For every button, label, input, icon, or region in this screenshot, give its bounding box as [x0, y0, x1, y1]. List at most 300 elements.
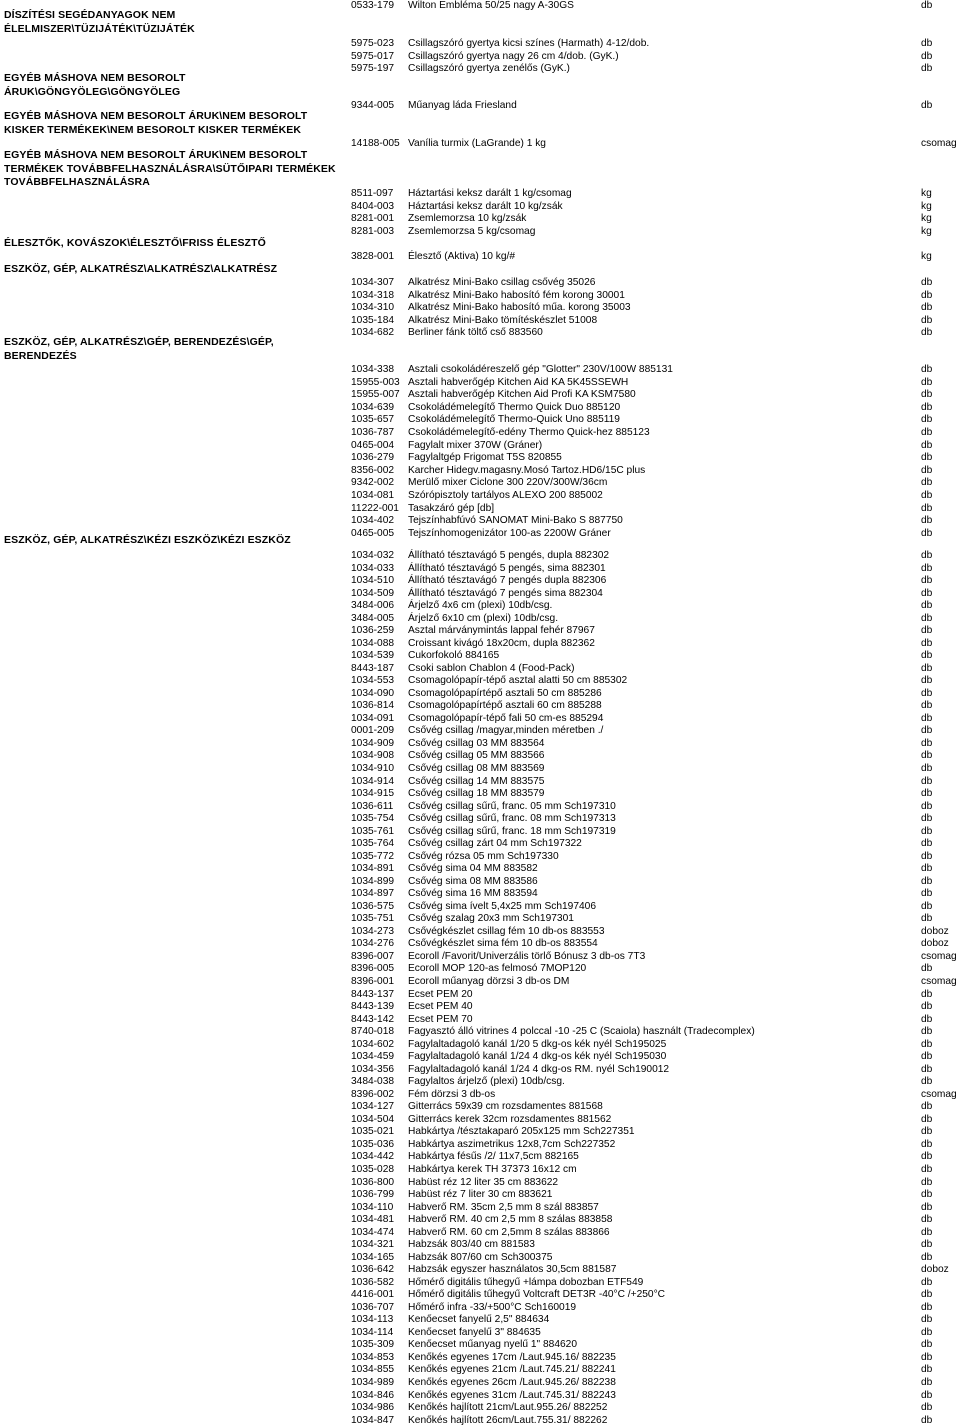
- list-item: [351, 650, 960, 663]
- item-unit: db: [921, 1289, 933, 1301]
- item-name: Árjelző 6x10 cm (plexi) 10db/csg.: [408, 612, 559, 624]
- category-heading: [4, 9, 344, 36]
- item-name: Csoki sablon Chablon 4 (Food-Pack): [408, 662, 575, 674]
- item-name: Csillagszóró gyertya zenélős (GyK.): [408, 63, 570, 75]
- item-unit: db: [921, 900, 933, 912]
- list-item: [351, 738, 960, 751]
- item-name: Kenőkés egyenes 31cm /Laut.745.31/ 882243: [408, 1389, 616, 1401]
- list-item: [351, 625, 960, 638]
- item-code: 8443-142: [351, 1013, 395, 1025]
- item-unit: db: [921, 625, 933, 637]
- list-item: [351, 1377, 960, 1390]
- item-unit: db: [921, 725, 933, 737]
- list-item: [351, 963, 960, 976]
- item-code: 3484-006: [351, 600, 395, 612]
- item-unit: csomag: [921, 976, 957, 988]
- item-name: Csővég sima ívelt 5,4x25 mm Sch197406: [408, 900, 596, 912]
- category-heading-line: TERMÉKEK TOVÁBBFELHASZNÁLÁSRA\SÜTŐIPARI TERMÉKEK: [4, 162, 336, 175]
- item-code: 1035-657: [351, 414, 395, 426]
- list-item: [351, 1214, 960, 1227]
- item-name: Zsemlemorzsa 10 kg/zsák: [408, 213, 527, 225]
- list-item: [351, 763, 960, 776]
- item-name: Vanília turmix (LaGrande) 1 kg: [408, 138, 546, 149]
- item-code: 1035-761: [351, 825, 395, 837]
- category-heading-line: TOVÁBBFELHASZNÁLÁSRA: [4, 176, 150, 188]
- list-item: [351, 251, 960, 264]
- item-name: Csővég csillag 05 MM 883566: [408, 750, 545, 762]
- item-unit: db: [921, 750, 933, 762]
- list-item: [351, 327, 960, 340]
- item-code: 14188-005: [351, 138, 400, 149]
- item-name: Csővég sima 16 MM 883594: [408, 888, 538, 900]
- item-code: 8443-137: [351, 988, 395, 1000]
- item-code: 1035-764: [351, 838, 395, 850]
- item-code: 1035-309: [351, 1339, 395, 1351]
- item-code: 1034-032: [351, 550, 395, 561]
- item-name: Csokoládémelegítő-edény Thermo Quick-hez 885123: [408, 427, 650, 438]
- item-unit: db: [921, 1301, 933, 1313]
- item-unit: db: [921, 1176, 933, 1188]
- item-unit: kg: [921, 251, 932, 262]
- item-unit: db: [921, 1389, 933, 1401]
- list-item: [351, 663, 960, 676]
- list-item: [351, 1202, 960, 1215]
- item-code: 1034-899: [351, 875, 395, 887]
- item-unit: db: [921, 825, 933, 837]
- list-item: [351, 452, 960, 465]
- item-unit: db: [921, 662, 933, 674]
- item-code: 0465-004: [351, 439, 395, 451]
- list-item: [351, 1039, 960, 1052]
- item-unit: db: [921, 50, 933, 62]
- item-name: Csővégkészlet sima fém 10 db-os 883554: [408, 938, 598, 950]
- item-unit: db: [921, 302, 933, 314]
- item-unit: db: [921, 490, 933, 501]
- item-code: 1034-307: [351, 277, 395, 288]
- item-unit: db: [921, 612, 933, 624]
- list-item: [351, 1051, 960, 1064]
- item-unit: db: [921, 913, 933, 925]
- item-name: Csővég csillag sűrű, franc. 05 mm Sch197310: [408, 800, 616, 812]
- item-name: Berliner fánk töltő cső 883560: [408, 327, 543, 339]
- item-unit: db: [921, 600, 933, 612]
- item-unit: db: [921, 100, 933, 111]
- item-name: Kenőkés egyenes 17cm /Laut.945.16/ 882235: [408, 1351, 616, 1363]
- item-unit: db: [921, 838, 933, 850]
- category-heading-line: BERENDEZÉS: [4, 349, 77, 362]
- item-unit: db: [921, 700, 933, 712]
- list-item: [351, 1264, 960, 1277]
- item-unit: db: [921, 1339, 933, 1351]
- item-code: 5975-197: [351, 63, 395, 75]
- list-item: [351, 528, 960, 541]
- list-item: [351, 515, 960, 528]
- item-code: 15955-003: [351, 376, 400, 388]
- list-item: [351, 613, 960, 626]
- item-name: Kenőecset műanyag nyelű 1" 884620: [408, 1339, 578, 1351]
- category-heading: [4, 110, 344, 137]
- item-code: 1036-575: [351, 900, 395, 912]
- list-item: [351, 213, 960, 226]
- item-unit: doboz: [921, 925, 949, 937]
- item-unit: db: [921, 1026, 933, 1038]
- category-heading: [4, 336, 344, 363]
- item-name: Habverő RM. 60 cm 2,5mm 8 szálas 883866: [408, 1226, 610, 1238]
- item-name: Habüst réz 12 liter 35 cm 883622: [408, 1176, 559, 1188]
- item-name: Csomagolópapírtépő asztali 60 cm 885288: [408, 700, 602, 712]
- list-item: [351, 951, 960, 964]
- item-unit: kg: [921, 200, 932, 212]
- list-item: [351, 888, 960, 901]
- item-code: 1034-273: [351, 925, 395, 937]
- item-name: Alkatrész Mini-Bako csillag csővég 35026: [408, 277, 596, 288]
- item-unit: db: [921, 1326, 933, 1338]
- item-code: 1036-582: [351, 1276, 395, 1288]
- item-unit: db: [921, 737, 933, 749]
- list-item: [351, 1076, 960, 1089]
- item-name: Asztali habverőgép Kitchen Aid Profi KA KSM7580: [408, 389, 636, 401]
- list-item: [351, 788, 960, 801]
- list-item: [351, 63, 960, 76]
- item-code: 1034-908: [351, 750, 395, 762]
- item-code: 1036-611: [351, 800, 394, 812]
- item-code: 8396-005: [351, 963, 395, 975]
- item-code: 1034-897: [351, 888, 395, 900]
- item-name: Csővég csillag sűrű, franc. 18 mm Sch197319: [408, 825, 616, 837]
- item-code: 1034-846: [351, 1389, 395, 1401]
- item-code: 1034-602: [351, 1038, 395, 1050]
- item-name: Tejszínhomogenizátor 100-as 2200W Gráner: [408, 527, 611, 539]
- list-item: [351, 1352, 960, 1365]
- item-unit: db: [921, 1126, 933, 1138]
- item-unit: db: [921, 376, 933, 388]
- item-code: 1034-847: [351, 1414, 395, 1426]
- item-name: Karcher Hidegv.magasny.Mosó Tartoz.HD6/15C plus: [408, 464, 646, 476]
- item-unit: kg: [921, 213, 932, 225]
- category-heading-line: EGYÉB MÁSHOVA NEM BESOROLT ÁRUK\NEM BESOROLT: [4, 110, 308, 122]
- category-heading-line: ESZKÖZ, GÉP, ALKATRÉSZ\ALKATRÉSZ\ALKATRÉSZ: [4, 263, 278, 275]
- item-unit: db: [921, 888, 933, 900]
- list-item: [351, 1026, 960, 1039]
- list-item: [351, 1327, 960, 1340]
- list-item: [351, 389, 960, 402]
- item-name: Állítható tésztavágó 7 pengés sima 882304: [408, 587, 603, 599]
- list-item: [351, 226, 960, 239]
- item-name: Asztal márványmintás lappal fehér 87967: [408, 625, 595, 637]
- item-unit: db: [921, 562, 933, 574]
- list-item: [351, 989, 960, 1002]
- category-heading-line: ESZKÖZ, GÉP, ALKATRÉSZ\GÉP, BERENDEZÉS\GÉP,: [4, 336, 274, 348]
- item-unit: db: [921, 1151, 933, 1163]
- item-name: Kenőecset fanyelű 2,5" 884634: [408, 1314, 550, 1326]
- item-name: Wilton Embléma 50/25 nagy A-30GS: [408, 0, 574, 11]
- item-name: Fagylaltadagoló kanál 1/24 4 dkg-os kék nyél Sch195030: [408, 1051, 667, 1063]
- item-name: Croissant kivágó 18x20cm, dupla 882362: [408, 637, 595, 649]
- item-unit: db: [921, 775, 933, 787]
- item-unit: db: [921, 1376, 933, 1388]
- list-item: [351, 725, 960, 738]
- item-unit: db: [921, 1414, 933, 1426]
- category-heading-line: DÍSZÍTÉSI SEGÉDANYAGOK NEM: [4, 9, 176, 21]
- item-code: 5975-023: [351, 38, 395, 49]
- item-unit: db: [921, 963, 933, 975]
- category-heading: [4, 263, 344, 277]
- item-name: Ecoroll MOP 120-as felmosó 7MOP120: [408, 963, 587, 975]
- item-code: 1034-682: [351, 327, 395, 339]
- list-item: [351, 1064, 960, 1077]
- item-name: Csővég csillag 08 MM 883569: [408, 763, 545, 774]
- item-unit: db: [921, 1113, 933, 1125]
- list-item: [351, 575, 960, 588]
- category-heading: [4, 534, 344, 548]
- item-name: Csővég sima 08 MM 883586: [408, 875, 538, 887]
- item-code: 8443-139: [351, 1001, 395, 1013]
- item-code: 1034-510: [351, 575, 395, 587]
- item-code: 1035-184: [351, 314, 395, 326]
- item-name: Kenőkés egyenes 26cm /Laut.945.26/ 882238: [408, 1376, 616, 1388]
- item-unit: db: [921, 1364, 933, 1376]
- item-name: Csomagolópapírtépő asztali 50 cm 885286: [408, 687, 602, 699]
- list-item: [351, 1151, 960, 1164]
- category-heading: [4, 149, 344, 190]
- item-code: 1034-509: [351, 587, 395, 599]
- list-item: [351, 1289, 960, 1302]
- item-code: 1034-909: [351, 737, 395, 749]
- item-code: 1034-110: [351, 1201, 394, 1213]
- item-code: 8356-002: [351, 464, 395, 476]
- item-name: Háztartási keksz darált 1 kg/csomag: [408, 188, 572, 199]
- item-code: 1035-036: [351, 1138, 395, 1150]
- list-item: [351, 38, 960, 51]
- item-unit: db: [921, 1402, 933, 1414]
- item-name: Alkatrész Mini-Bako habosító műa. korong 35003: [408, 302, 631, 314]
- list-item: [351, 0, 960, 13]
- item-code: 1036-787: [351, 427, 395, 438]
- item-code: 1034-914: [351, 775, 395, 787]
- item-name: Habzsák 807/60 cm Sch300375: [408, 1251, 553, 1263]
- item-name: Ecset PEM 20: [408, 988, 473, 1000]
- item-code: 1036-800: [351, 1176, 395, 1188]
- item-code: 1034-165: [351, 1251, 395, 1263]
- item-code: 1034-356: [351, 1063, 395, 1075]
- item-name: Kenőkés hajlított 21cm/Laut.955.26/ 882252: [408, 1402, 608, 1414]
- item-code: 9344-005: [351, 100, 395, 111]
- item-name: Állítható tésztavágó 5 pengés, dupla 882302: [408, 550, 610, 561]
- item-code: 1034-853: [351, 1351, 395, 1363]
- item-code: 1034-113: [351, 1314, 394, 1326]
- item-unit: db: [921, 401, 933, 413]
- item-unit: db: [921, 38, 933, 49]
- list-item: [351, 826, 960, 839]
- item-name: Habkártya kerek TH 37373 16x12 cm: [408, 1163, 577, 1175]
- item-unit: db: [921, 1163, 933, 1175]
- list-item: [351, 776, 960, 789]
- item-unit: db: [921, 550, 933, 561]
- item-code: 1034-318: [351, 289, 395, 301]
- item-code: 11222-001: [351, 502, 399, 514]
- item-code: 0001-209: [351, 725, 395, 737]
- item-unit: db: [921, 1038, 933, 1050]
- item-name: Hőmérő infra -33/+500°C Sch160019: [408, 1301, 577, 1313]
- item-code: 8443-187: [351, 662, 395, 674]
- item-name: Csővég csillag 14 MM 883575: [408, 775, 545, 787]
- category-heading-line: EGYÉB MÁSHOVA NEM BESOROLT ÁRUK\NEM BESOROLT: [4, 149, 308, 161]
- list-item: [351, 440, 960, 453]
- item-unit: csomag: [921, 138, 957, 149]
- item-name: Merülő mixer Ciclone 300 220V/300W/36cm: [408, 477, 608, 489]
- item-name: Cukorfokoló 884165: [408, 650, 500, 662]
- item-code: 4416-001: [351, 1289, 395, 1301]
- item-code: 1036-799: [351, 1189, 395, 1201]
- item-name: Gitterrács 59x39 cm rozsdamentes 881568: [408, 1101, 603, 1113]
- item-code: 1036-814: [351, 700, 395, 712]
- item-code: 9342-002: [351, 477, 395, 489]
- item-code: 8740-018: [351, 1026, 395, 1038]
- item-unit: doboz: [921, 938, 949, 950]
- list-item: [351, 1314, 960, 1327]
- item-name: Kenőkés egyenes 21cm /Laut.745.21/ 882241: [408, 1364, 616, 1376]
- item-unit: db: [921, 414, 933, 426]
- list-item: [351, 1089, 960, 1102]
- list-item: [351, 638, 960, 651]
- list-item: [351, 1139, 960, 1152]
- list-item: [351, 51, 960, 64]
- item-name: Műanyag láda Friesland: [408, 100, 517, 111]
- item-code: 8396-001: [351, 976, 395, 988]
- list-item: [351, 1364, 960, 1377]
- item-code: 1034-553: [351, 675, 395, 687]
- list-item: [351, 1239, 960, 1252]
- list-item: [351, 377, 960, 390]
- list-item: [351, 1415, 960, 1427]
- item-unit: db: [921, 1063, 933, 1075]
- item-unit: db: [921, 464, 933, 476]
- item-unit: db: [921, 515, 933, 527]
- item-name: Csővég csillag 18 MM 883579: [408, 788, 545, 800]
- list-item: [351, 938, 960, 951]
- item-code: 5975-017: [351, 50, 395, 62]
- item-name: Csővég csillag sűrű, franc. 08 mm Sch197313: [408, 813, 616, 825]
- item-code: 3484-038: [351, 1076, 395, 1088]
- item-unit: db: [921, 1013, 933, 1025]
- item-name: Állítható tésztavágó 5 pengés, sima 882301: [408, 562, 606, 574]
- item-code: 1034-539: [351, 650, 395, 662]
- list-item: [351, 675, 960, 688]
- item-code: 1034-442: [351, 1151, 395, 1163]
- list-item: [351, 100, 960, 113]
- item-name: Fém dörzsi 3 db-os: [408, 1088, 496, 1100]
- item-code: 1034-081: [351, 490, 395, 501]
- item-unit: db: [921, 364, 933, 375]
- item-name: Állítható tésztavágó 7 pengés dupla 882306: [408, 575, 607, 587]
- list-item: [351, 1227, 960, 1240]
- item-code: 1034-891: [351, 863, 395, 875]
- item-code: 1034-090: [351, 687, 395, 699]
- list-item: [351, 490, 960, 503]
- item-name: Csővég csillag 03 MM 883564: [408, 737, 545, 749]
- item-name: Tasakzáró gép [db]: [408, 502, 495, 514]
- list-item: [351, 1390, 960, 1403]
- item-code: 1035-751: [351, 913, 395, 925]
- category-heading: [4, 72, 344, 99]
- item-code: 1034-091: [351, 712, 395, 724]
- item-name: Habüst réz 7 liter 30 cm 883621: [408, 1189, 553, 1201]
- item-name: Ecoroll műanyag dörzsi 3 db-os DM: [408, 976, 570, 988]
- item-name: Hőmérő digitális tűhegyű Voltcraft DET3R -40°C /+250°C: [408, 1289, 666, 1301]
- category-heading-line: ÉLESZTŐK, KOVÁSZOK\ÉLESZTŐ\FRISS ÉLESZTŐ: [4, 237, 266, 249]
- item-code: 1034-910: [351, 763, 395, 774]
- item-code: 1034-114: [351, 1326, 394, 1338]
- item-name: Csővég csillag /magyar,minden méretben ./: [408, 725, 604, 737]
- item-unit: db: [921, 327, 933, 339]
- item-unit: db: [921, 1138, 933, 1150]
- item-name: Ecset PEM 40: [408, 1001, 473, 1013]
- list-item: [351, 600, 960, 613]
- list-item: [351, 364, 960, 377]
- item-unit: db: [921, 452, 933, 464]
- list-item: [351, 700, 960, 713]
- item-unit: db: [921, 0, 933, 11]
- item-code: 3828-001: [351, 251, 395, 262]
- item-unit: db: [921, 687, 933, 699]
- list-item: [351, 1302, 960, 1315]
- list-item: [351, 188, 960, 201]
- item-unit: db: [921, 1051, 933, 1063]
- item-code: 1034-474: [351, 1226, 395, 1238]
- item-code: 1034-989: [351, 1376, 395, 1388]
- item-unit: db: [921, 788, 933, 800]
- item-name: Csomagolópapír-tépő fali 50 cm-es 885294: [408, 712, 604, 724]
- item-name: Fagylaltadagoló kanál 1/20 5 dkg-os kék nyél Sch195025: [408, 1038, 667, 1050]
- item-name: Hőmérő digitális tűhegyű +lámpa dobozban ETF549: [408, 1276, 644, 1288]
- item-code: 8396-002: [351, 1088, 395, 1100]
- item-unit: csomag: [921, 1088, 957, 1100]
- item-name: Asztali csokoládéreszelő gép "Glotter" 230V/100W 885131: [408, 364, 673, 375]
- item-code: 3484-005: [351, 612, 395, 624]
- item-unit: db: [921, 813, 933, 825]
- item-unit: db: [921, 1239, 933, 1251]
- item-name: Fagyasztó álló vitrines 4 polccal -10 -25 C (Scaiola) használt (Tradecomplex): [408, 1026, 755, 1038]
- item-unit: kg: [921, 225, 932, 237]
- list-item: [351, 414, 960, 427]
- item-code: 1035-772: [351, 850, 395, 862]
- item-unit: db: [921, 477, 933, 489]
- item-code: 1034-088: [351, 637, 395, 649]
- item-code: 8281-001: [351, 213, 395, 225]
- item-unit: doboz: [921, 1264, 949, 1276]
- item-name: Csillagszóró gyertya kicsi színes (Harmath) 4-12/dob.: [408, 38, 650, 49]
- item-code: 1034-855: [351, 1364, 395, 1376]
- item-name: Fagylaltadagoló kanál 1/24 4 dkg-os RM. nyél Sch190012: [408, 1063, 670, 1075]
- item-name: Szórópisztoly tartályos ALEXO 200 885002: [408, 490, 603, 501]
- list-item: [351, 1339, 960, 1352]
- item-code: 1035-021: [351, 1126, 395, 1138]
- list-item: [351, 813, 960, 826]
- item-code: 1036-279: [351, 452, 395, 464]
- item-code: 1035-028: [351, 1163, 395, 1175]
- item-unit: db: [921, 988, 933, 1000]
- list-item: [351, 1189, 960, 1202]
- item-name: Zsemlemorzsa 5 kg/csomag: [408, 225, 536, 237]
- item-code: 1034-033: [351, 562, 395, 574]
- item-unit: db: [921, 1001, 933, 1013]
- item-code: 1034-639: [351, 401, 395, 413]
- list-item: [351, 1126, 960, 1139]
- item-unit: db: [921, 1201, 933, 1213]
- item-code: 1034-986: [351, 1402, 395, 1414]
- category-heading-line: ESZKÖZ, GÉP, ALKATRÉSZ\KÉZI ESZKÖZ\KÉZI ESZKÖZ: [4, 534, 291, 546]
- item-name: Élesztő (Aktiva) 10 kg/#: [408, 251, 516, 262]
